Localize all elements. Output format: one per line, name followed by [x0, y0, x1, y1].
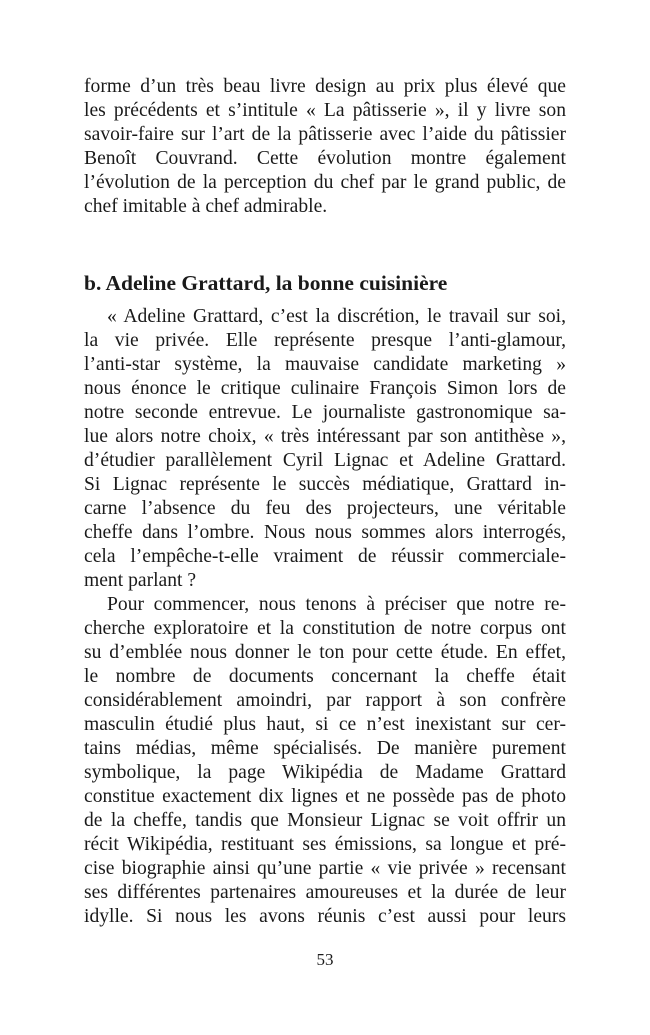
body-text-line: de la cheffe, tandis que Monsieur Lignac se voit offrir un — [84, 810, 566, 831]
body-text-line: l’évolution de la perception du chef par le grand public, de — [84, 172, 566, 193]
body-text-line: forme d’un très beau livre design au prix plus élevé que — [84, 76, 566, 97]
body-text-line: tains médias, même spécialisés. De manière purement — [84, 738, 566, 759]
section-heading: b. Adeline Grattard, la bonne cuisinière — [84, 271, 448, 295]
body-text-line: Si Lignac représente le succès médiatique, Grattard in- — [84, 474, 566, 495]
body-text-line: cela l’empêche-t-elle vraiment de réussir commerciale- — [84, 546, 566, 567]
body-text-line: le nombre de documents concernant la cheffe était — [84, 666, 566, 687]
body-text-line: savoir-faire sur l’art de la pâtisserie avec l’aide du pâtissier — [84, 124, 566, 145]
body-text-line: carne l’absence du feu des projecteurs, une véritable — [84, 498, 566, 519]
body-text-line: les précédents et s’intitule « La pâtisserie », il y livre son — [84, 100, 566, 121]
body-text-line: chef imitable à chef admirable. — [84, 196, 328, 217]
body-text-line: récit Wikipédia, restituant ses émissions, sa longue et pré- — [84, 834, 566, 855]
body-text-line: considérablement amoindri, par rapport à son confrère — [84, 690, 566, 711]
body-text-line: la vie privée. Elle représente presque l’anti-glamour, — [84, 330, 566, 351]
body-text-line: ment parlant ? — [84, 570, 197, 591]
body-text-line: lue alors notre choix, « très intéressant par son antithèse », — [84, 426, 566, 447]
body-text-line: symbolique, la page Wikipédia de Madame Grattard — [84, 762, 566, 783]
body-text-line: « Adeline Grattard, c’est la discrétion, le travail sur soi, — [107, 306, 566, 327]
body-text-line: ses différentes partenaires amoureuses et la durée de leur — [84, 882, 566, 903]
body-text-line: constitue exactement dix lignes et ne possède pas de photo — [84, 786, 566, 807]
page-number: 53 — [316, 950, 334, 969]
body-text-line: Benoît Couvrand. Cette évolution montre également — [84, 148, 566, 169]
body-text-line: cise biographie ainsi qu’une partie « vie privée » recensant — [84, 858, 566, 879]
body-text-line: d’étudier parallèlement Cyril Lignac et Adeline Grattard. — [84, 450, 566, 471]
body-text-line: cheffe dans l’ombre. Nous nous sommes alors interrogés, — [84, 522, 566, 543]
body-text-line: idylle. Si nous les avons réunis c’est aussi pour leurs — [84, 906, 566, 927]
body-text-line: nous énonce le critique culinaire François Simon lors de — [84, 378, 566, 399]
body-text-line: masculin étudié plus haut, si ce n’est inexistant sur cer- — [84, 714, 566, 735]
body-text-line: notre seconde entrevue. Le journaliste gastronomique sa- — [84, 402, 566, 423]
body-text-line: su d’emblée nous donner le ton pour cette étude. En effet, — [84, 642, 566, 663]
body-text-line: Pour commencer, nous tenons à préciser que notre re- — [107, 594, 566, 615]
body-text-line: l’anti-star système, la mauvaise candidate marketing » — [84, 354, 566, 375]
body-text-line: cherche exploratoire et la constitution de notre corpus ont — [84, 618, 566, 639]
